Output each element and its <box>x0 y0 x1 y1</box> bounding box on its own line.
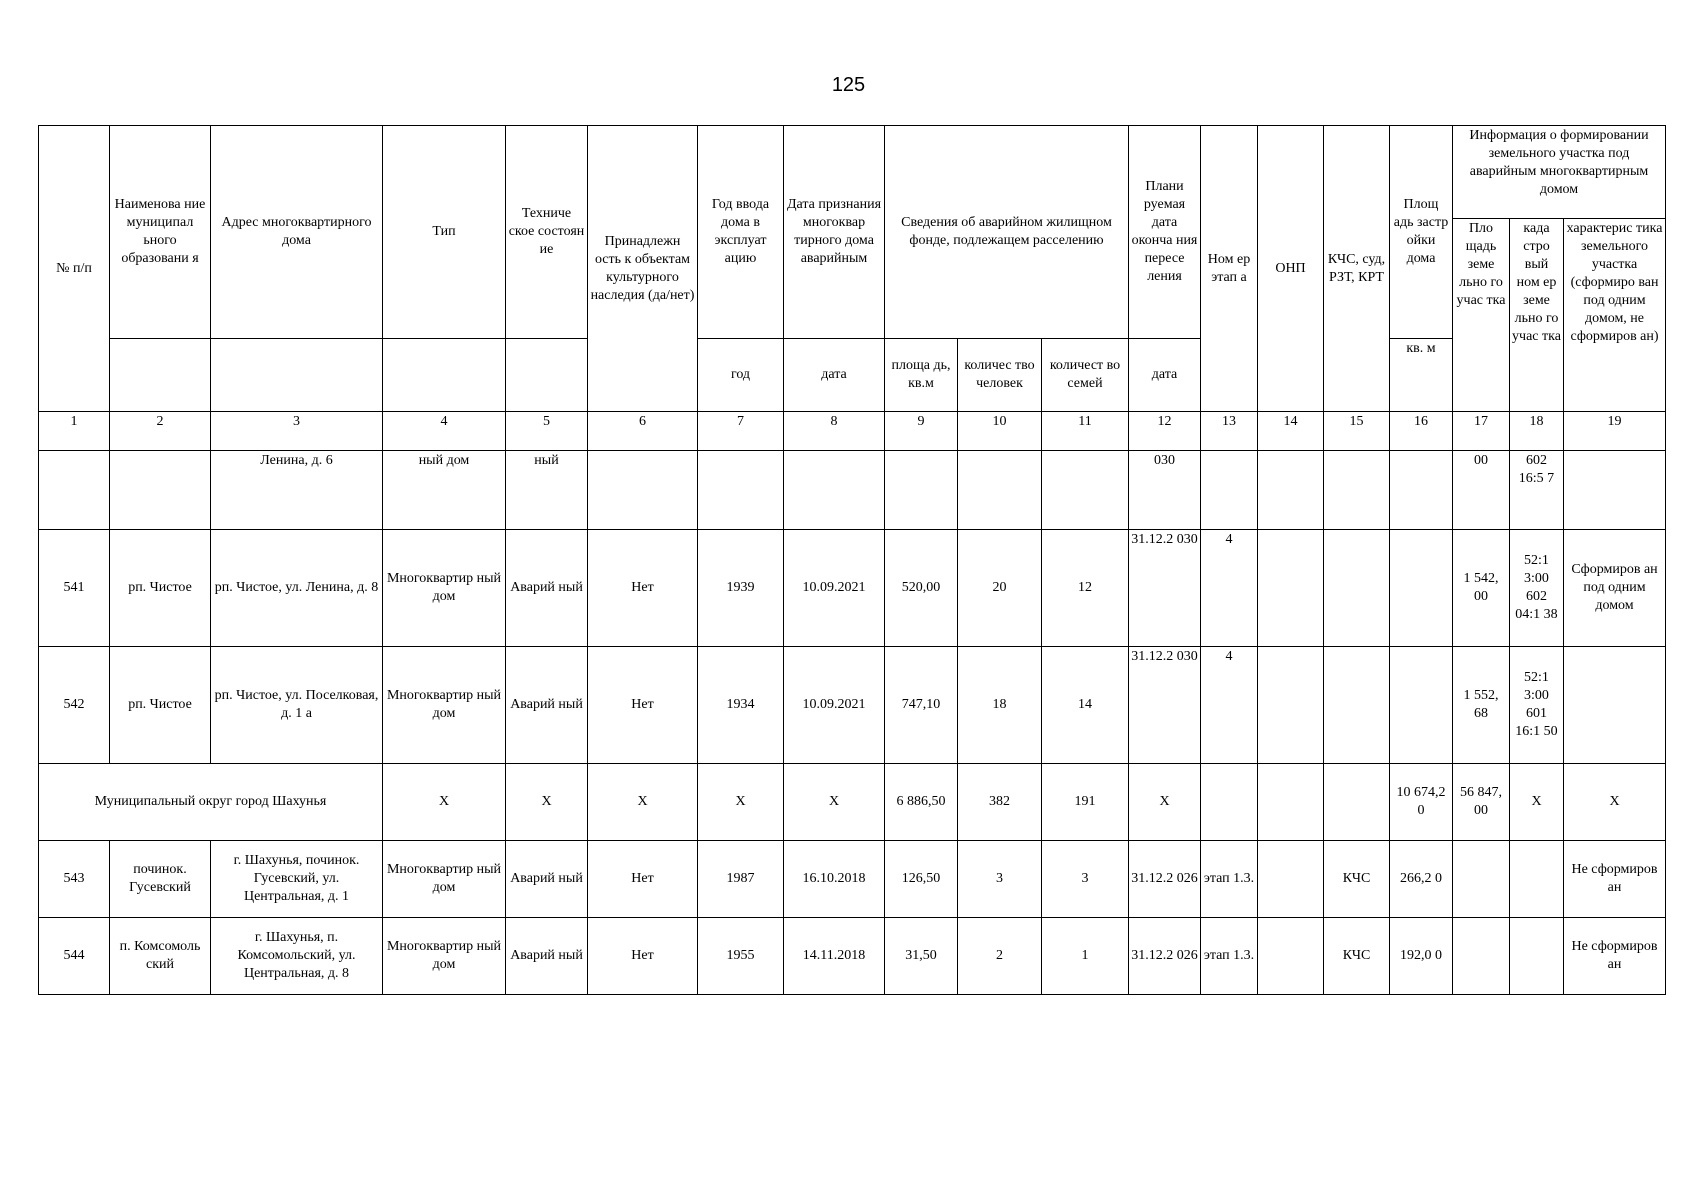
table-cell: Ленина, д. 6 <box>211 451 383 530</box>
header-cell: площа дь, кв.м <box>885 339 958 412</box>
table-cell <box>1258 841 1324 918</box>
table-cell: 14.11.2018 <box>784 918 885 995</box>
table-cell: КЧС <box>1324 841 1390 918</box>
table-cell <box>1324 647 1390 764</box>
header-cell: када стро вый ном ер земе льно го учас тка <box>1510 219 1564 412</box>
table-cell: 56 847, 00 <box>1453 764 1510 841</box>
table-cell: X <box>698 764 784 841</box>
header-cell: Техниче ское состоян ие <box>506 126 588 339</box>
table-cell <box>1324 451 1390 530</box>
table-cell <box>1564 451 1666 530</box>
table-cell: Многоквартир ный дом <box>383 918 506 995</box>
table-cell: Многоквартир ный дом <box>383 841 506 918</box>
header-cell: Год ввода дома в эксплуат ацию <box>698 126 784 339</box>
table-cell: Сформиров ан под одним домом <box>1564 530 1666 647</box>
summary-label: Муниципальный округ город Шахунья <box>39 764 383 841</box>
table-cell: X <box>588 764 698 841</box>
column-number: 17 <box>1453 412 1510 451</box>
table-cell <box>1201 764 1258 841</box>
column-number: 6 <box>588 412 698 451</box>
table-cell: ный <box>506 451 588 530</box>
column-number: 9 <box>885 412 958 451</box>
table-cell <box>1324 530 1390 647</box>
table-cell: 602 16:5 7 <box>1510 451 1564 530</box>
table-cell <box>1258 530 1324 647</box>
table-cell <box>1453 841 1510 918</box>
table-header <box>39 126 1666 412</box>
page-number: 125 <box>831 74 866 96</box>
table-cell: 31,50 <box>885 918 958 995</box>
table-cell: 1 <box>1042 918 1129 995</box>
header-cell: характерис тика земельного участка (сформиро ван под одним домом, не сформиров ан) <box>1564 219 1666 412</box>
table-cell: Аварий ный <box>506 841 588 918</box>
column-number: 11 <box>1042 412 1129 451</box>
table-cell: Аварий ный <box>506 647 588 764</box>
header-cell: КЧС, суд, РЗТ, КРТ <box>1324 126 1390 412</box>
header-cell <box>506 339 588 412</box>
table-cell: 1987 <box>698 841 784 918</box>
table-cell <box>1201 451 1258 530</box>
table-cell <box>1042 451 1129 530</box>
table-cell: 31.12.2 030 <box>1129 530 1201 647</box>
summary-row <box>39 764 1666 841</box>
table-cell: рп. Чистое, ул. Поселковая, д. 1 а <box>211 647 383 764</box>
table-cell: 030 <box>1129 451 1201 530</box>
table-cell <box>1258 451 1324 530</box>
table-cell: 31.12.2 026 <box>1129 918 1201 995</box>
column-number: 13 <box>1201 412 1258 451</box>
table-cell: 3 <box>958 841 1042 918</box>
header-cell: Дата признания многоквар тирного дома аварийным <box>784 126 885 339</box>
table-cell <box>1390 647 1453 764</box>
table-row <box>39 841 1666 918</box>
table-cell: Не сформиров ан <box>1564 841 1666 918</box>
table-cell: 520,00 <box>885 530 958 647</box>
table-cell <box>1258 764 1324 841</box>
header-cell: количест во семей <box>1042 339 1129 412</box>
table-cell: 543 <box>39 841 110 918</box>
header-cell: год <box>698 339 784 412</box>
table-cell: 4 <box>1201 647 1258 764</box>
table-cell: Многоквартир ный дом <box>383 530 506 647</box>
table-cell: 31.12.2 026 <box>1129 841 1201 918</box>
table-cell: X <box>1129 764 1201 841</box>
header-cell: Наименова ние муниципал ьного образовани я <box>110 126 211 339</box>
table-cell: Нет <box>588 530 698 647</box>
header-cell: Информация о формировании земельного участка под аварийным многоквартирным домом <box>1453 126 1666 219</box>
table-cell: X <box>1510 764 1564 841</box>
table-row <box>39 451 1666 530</box>
header-cell: Сведения об аварийном жилищном фонде, подлежащем расселению <box>885 126 1129 339</box>
table-cell: этап 1.3. <box>1201 841 1258 918</box>
table-cell: г. Шахунья, п. Комсомольский, ул. Центральная, д. 8 <box>211 918 383 995</box>
table-cell: Многоквартир ный дом <box>383 647 506 764</box>
table-cell: 18 <box>958 647 1042 764</box>
table-cell: 382 <box>958 764 1042 841</box>
header-cell <box>383 339 506 412</box>
table-cell: 544 <box>39 918 110 995</box>
table-cell: починок. Гусевский <box>110 841 211 918</box>
table-cell <box>698 451 784 530</box>
table-cell: 10 674,2 0 <box>1390 764 1453 841</box>
column-number: 15 <box>1324 412 1390 451</box>
column-number: 3 <box>211 412 383 451</box>
table-cell: 192,0 0 <box>1390 918 1453 995</box>
table-cell <box>1390 451 1453 530</box>
table-cell: 20 <box>958 530 1042 647</box>
header-cell <box>110 339 211 412</box>
table-cell <box>1390 530 1453 647</box>
header-cell: Плани руемая дата оконча ния пересе ления <box>1129 126 1201 339</box>
column-number-row <box>39 412 1666 451</box>
table-cell: 747,10 <box>885 647 958 764</box>
table-cell <box>1258 647 1324 764</box>
column-number: 4 <box>383 412 506 451</box>
table-cell: 16.10.2018 <box>784 841 885 918</box>
table-cell: Аварий ный <box>506 530 588 647</box>
table-cell: рп. Чистое <box>110 647 211 764</box>
column-number: 19 <box>1564 412 1666 451</box>
table-cell: X <box>506 764 588 841</box>
table-cell: 266,2 0 <box>1390 841 1453 918</box>
table-cell: Нет <box>588 841 698 918</box>
table-cell: 1939 <box>698 530 784 647</box>
column-number: 5 <box>506 412 588 451</box>
header-cell: Площ адь застр ойки дома <box>1390 126 1453 339</box>
table-cell: 12 <box>1042 530 1129 647</box>
table-cell: 1934 <box>698 647 784 764</box>
header-cell <box>211 339 383 412</box>
table-cell: 10.09.2021 <box>784 530 885 647</box>
column-number: 1 <box>39 412 110 451</box>
table-row <box>39 530 1666 647</box>
header-cell: кв. м <box>1390 339 1453 412</box>
column-number: 10 <box>958 412 1042 451</box>
table-cell: 52:1 3:00 601 16:1 50 <box>1510 647 1564 764</box>
column-number: 7 <box>698 412 784 451</box>
header-cell: количес тво человек <box>958 339 1042 412</box>
table-cell <box>1453 918 1510 995</box>
table-cell: рп. Чистое, ул. Ленина, д. 8 <box>211 530 383 647</box>
header-cell: дата <box>784 339 885 412</box>
table-cell: ный дом <box>383 451 506 530</box>
header-cell: Адрес многоквартирного дома <box>211 126 383 339</box>
table-cell: 542 <box>39 647 110 764</box>
header-cell: Тип <box>383 126 506 339</box>
table-cell <box>1324 764 1390 841</box>
header-cell: ОНП <box>1258 126 1324 412</box>
table-cell <box>1258 918 1324 995</box>
header-cell: Пло щадь земе льно го учас тка <box>1453 219 1510 412</box>
table-row <box>39 918 1666 995</box>
column-number: 16 <box>1390 412 1453 451</box>
table-cell: п. Комсомоль ский <box>110 918 211 995</box>
table-cell: КЧС <box>1324 918 1390 995</box>
header-cell: Ном ер этап а <box>1201 126 1258 412</box>
table-cell: 126,50 <box>885 841 958 918</box>
column-number: 12 <box>1129 412 1201 451</box>
table-cell: X <box>383 764 506 841</box>
table-cell: 4 <box>1201 530 1258 647</box>
header-cell: № п/п <box>39 126 110 412</box>
table-cell: 1 552, 68 <box>1453 647 1510 764</box>
table-cell: Нет <box>588 918 698 995</box>
table-cell: 14 <box>1042 647 1129 764</box>
table-cell: этап 1.3. <box>1201 918 1258 995</box>
table-cell: Нет <box>588 647 698 764</box>
table-cell <box>885 451 958 530</box>
table-cell <box>1510 918 1564 995</box>
table-cell <box>784 451 885 530</box>
table-cell <box>958 451 1042 530</box>
table-cell: 31.12.2 030 <box>1129 647 1201 764</box>
table-cell: 6 886,50 <box>885 764 958 841</box>
housing-table <box>38 125 1666 995</box>
table-cell: Не сформиров ан <box>1564 918 1666 995</box>
table-cell: 541 <box>39 530 110 647</box>
column-number: 8 <box>784 412 885 451</box>
table-cell: 1 542, 00 <box>1453 530 1510 647</box>
header-cell: Принадлежн ость к объектам культурного наследия (да/нет) <box>588 126 698 412</box>
column-number: 2 <box>110 412 211 451</box>
table-cell <box>1510 841 1564 918</box>
table-cell: 1955 <box>698 918 784 995</box>
column-number: 18 <box>1510 412 1564 451</box>
column-number: 14 <box>1258 412 1324 451</box>
table-cell: X <box>1564 764 1666 841</box>
table-cell <box>39 451 110 530</box>
table-row <box>39 647 1666 764</box>
table-cell: 2 <box>958 918 1042 995</box>
table-cell: 00 <box>1453 451 1510 530</box>
table-cell <box>110 451 211 530</box>
table-cell <box>588 451 698 530</box>
table-cell: 10.09.2021 <box>784 647 885 764</box>
table-cell: 52:1 3:00 602 04:1 38 <box>1510 530 1564 647</box>
table-cell: X <box>784 764 885 841</box>
table-cell: г. Шахунья, починок. Гусевский, ул. Центральная, д. 1 <box>211 841 383 918</box>
table-cell: рп. Чистое <box>110 530 211 647</box>
header-cell: дата <box>1129 339 1201 412</box>
table-cell <box>1564 647 1666 764</box>
table-cell: Аварий ный <box>506 918 588 995</box>
table-cell: 3 <box>1042 841 1129 918</box>
table-cell: 191 <box>1042 764 1129 841</box>
